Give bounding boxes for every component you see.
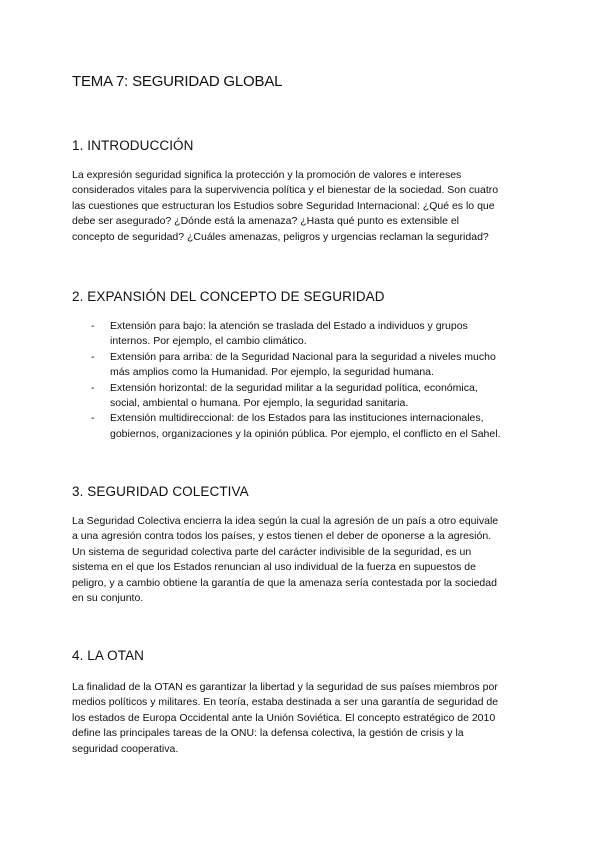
bullet-line: Extensión horizontal: de la seguridad militar a la seguridad política, económica,: [110, 381, 478, 394]
bullet-line: gobiernos, organizaciones y la opinión pública. Por ejemplo, el conflicto en el Sahel.: [110, 427, 501, 440]
paragraph-line: los estados de Europa Occidental ante la Unión Soviética. El concepto estratégico de 2010: [72, 711, 496, 724]
section-paragraph-introduccion: [72, 168, 534, 245]
paragraph-line: considerados vitales para la supervivencia política y el bienestar de la sociedad. Son cuatro: [72, 184, 499, 197]
bullet-line: internos. Por ejemplo, el cambio climático.: [110, 335, 307, 348]
section-heading-introduccion: 1. INTRODUCCIÓN: [72, 138, 194, 153]
bullet-dash: -: [91, 381, 95, 394]
bullet-dash: -: [91, 350, 95, 363]
bullet-line: Extensión multidireccional: de los Estados para las instituciones internacionales,: [110, 412, 484, 425]
section-paragraph-seguridad-colectiva: [72, 514, 534, 606]
paragraph-line: en su conjunto.: [72, 592, 144, 605]
paragraph-line: sistema en el que los Estados renuncian al uso individual de la fuerza en supuestos de: [72, 561, 476, 574]
paragraph-line: La finalidad de la OTAN es garantizar la libertad y la seguridad de sus países miembros por: [72, 681, 498, 693]
bullet-line: más amplios como la Humanidad. Por ejemplo, la seguridad humana.: [110, 366, 434, 379]
paragraph-line: peligro, y a cambio obtiene la garantía de que la amenaza sería contestada por la sociedad: [72, 576, 497, 589]
bullet-dash: -: [91, 320, 95, 332]
paragraph-line: medios políticos y militares. En teoría, estaba destinada a ser una garantía de seguridad de: [72, 696, 499, 709]
section-paragraph-otan: [72, 680, 534, 757]
section-heading-expansion: 2. EXPANSIÓN DEL CONCEPTO DE SEGURIDAD: [72, 289, 385, 304]
paragraph-line: a una agresión contra todos los países, y estos tienen el deber de oponerse a la agresión.: [72, 530, 492, 543]
section-heading-seguridad-colectiva: 3. SEGURIDAD COLECTIVA: [72, 484, 249, 499]
paragraph-line: Un sistema de seguridad colectiva parte del carácter indivisible de la seguridad, es un: [72, 545, 472, 558]
bullet-item: [0, 319, 600, 350]
section-heading-otan: 4. LA OTAN: [72, 648, 145, 663]
bullet-dash: -: [91, 412, 95, 425]
paragraph-line: debe ser asegurado? ¿Dónde está la amenaza? ¿Hasta qué punto es extensible el: [72, 215, 460, 228]
paragraph-line: seguridad cooperativa.: [72, 742, 179, 755]
bullet-item: [0, 350, 600, 381]
bullet-item: [0, 381, 600, 412]
paragraph-line: las cuestiones que estructuran los Estudios sobre Seguridad Internacional: ¿Qué es lo que: [72, 199, 495, 212]
bullet-item: [0, 411, 600, 442]
paragraph-line: La Seguridad Colectiva encierra la idea según la cual la agresión de un país a otro equivale: [72, 515, 499, 527]
expansion-bullet-list: [0, 319, 600, 442]
bullet-line: Extensión para arriba: de la Seguridad Nacional para la seguridad a niveles mucho: [110, 350, 496, 363]
paragraph-line: concepto de seguridad? ¿Cuáles amenazas, peligros y urgencias reclaman la seguridad?: [72, 230, 489, 243]
paragraph-line: La expresión seguridad significa la protección y la promoción de valores e intereses: [72, 169, 462, 181]
bullet-line: social, ambiental o humana. Por ejemplo, la seguridad sanitaria.: [110, 397, 409, 410]
page-title: TEMA 7: SEGURIDAD GLOBAL: [72, 73, 283, 90]
bullet-line: Extensión para bajo: la atención se traslada del Estado a individuos y grupos: [110, 320, 468, 332]
paragraph-line: define las principales tareas de la ONU: la defensa colectiva, la gestión de crisis y la: [72, 727, 464, 740]
